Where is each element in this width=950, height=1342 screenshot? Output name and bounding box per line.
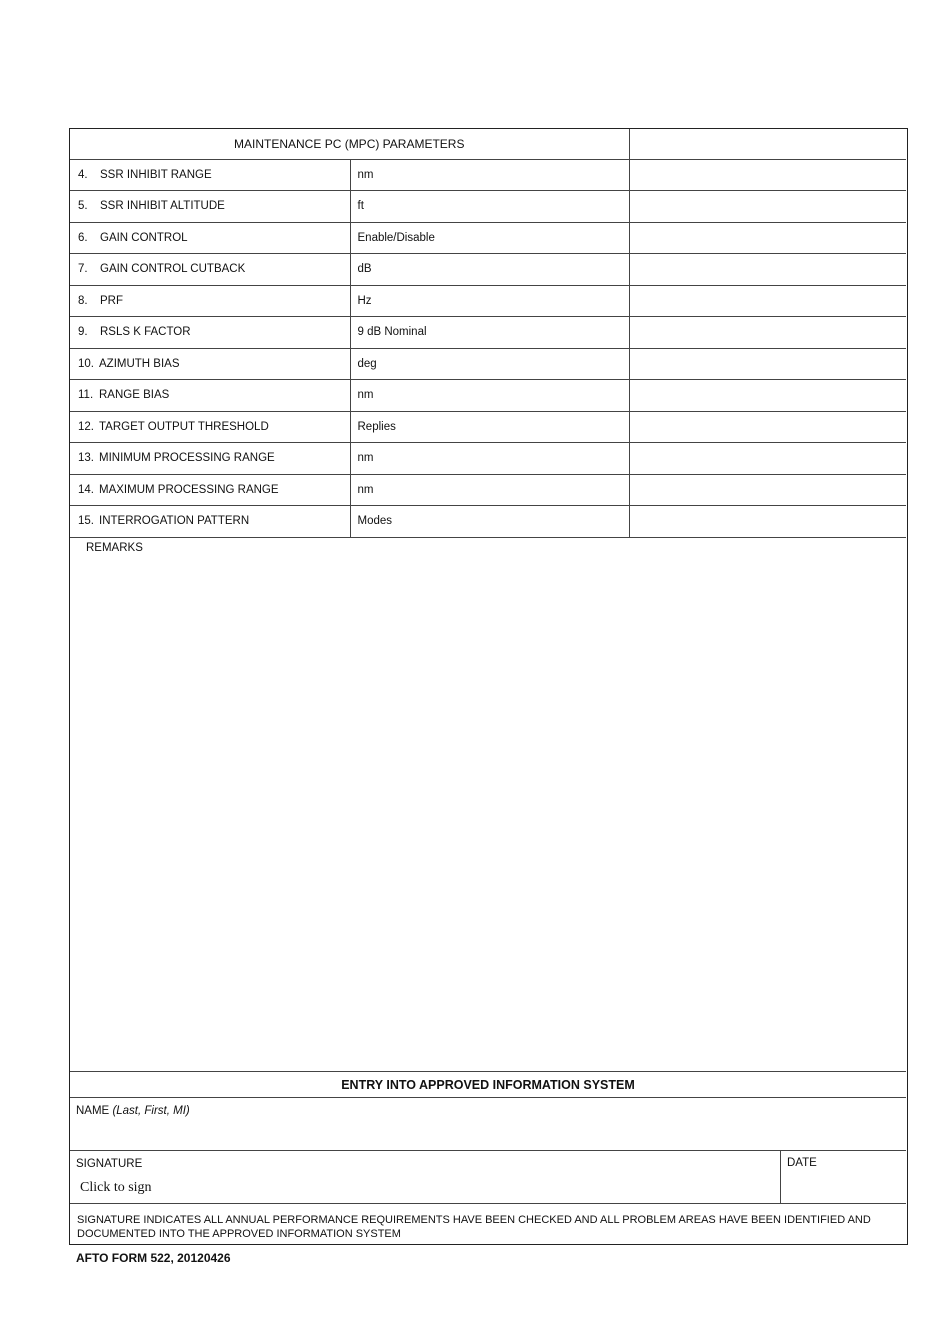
entry-section-title: ENTRY INTO APPROVED INFORMATION SYSTEM bbox=[70, 1071, 906, 1098]
parameter-label-cell bbox=[70, 506, 350, 538]
remarks-label: REMARKS bbox=[86, 542, 143, 554]
parameter-unit: 9 dB Nominal bbox=[350, 317, 629, 349]
parameter-number: 4. bbox=[78, 168, 88, 181]
parameter-number: 8. bbox=[78, 294, 88, 307]
parameter-number: 10. bbox=[78, 357, 94, 370]
parameter-unit: deg bbox=[350, 348, 629, 380]
remarks-section bbox=[70, 536, 906, 1071]
table-row bbox=[70, 254, 906, 286]
signature-label: SIGNATURE bbox=[76, 1158, 143, 1170]
parameter-entry-cell bbox=[629, 254, 906, 286]
name-field-block bbox=[70, 1098, 906, 1151]
table-row bbox=[70, 317, 906, 349]
table-title: MAINTENANCE PC (MPC) PARAMETERS bbox=[70, 129, 629, 159]
parameter-name: PRF bbox=[100, 294, 123, 307]
table-row bbox=[70, 159, 906, 191]
parameter-unit: dB bbox=[350, 254, 629, 286]
parameter-entry-cell bbox=[629, 159, 906, 191]
parameter-entry-cell bbox=[629, 317, 906, 349]
parameter-entry-cell bbox=[629, 191, 906, 223]
parameter-value-input[interactable] bbox=[630, 475, 907, 506]
parameter-number: 9. bbox=[78, 326, 88, 339]
parameter-number: 11. bbox=[78, 389, 94, 402]
table-row bbox=[70, 380, 906, 412]
parameter-entry-cell bbox=[629, 285, 906, 317]
form-identifier: AFTO FORM 522, 20120426 bbox=[76, 1251, 231, 1265]
remarks-input[interactable] bbox=[78, 560, 900, 1064]
parameter-label-cell bbox=[70, 380, 350, 412]
table-row bbox=[70, 411, 906, 443]
parameter-value-input[interactable] bbox=[630, 412, 907, 443]
parameter-label-cell bbox=[70, 222, 350, 254]
parameter-name: RANGE BIAS bbox=[99, 389, 170, 402]
parameter-label-cell bbox=[70, 474, 350, 506]
parameter-unit: nm bbox=[350, 159, 629, 191]
table-row bbox=[70, 474, 906, 506]
form-frame bbox=[69, 128, 908, 1245]
parameter-name: AZIMUTH BIAS bbox=[99, 357, 180, 370]
parameter-unit: ft bbox=[350, 191, 629, 223]
parameter-entry-cell bbox=[629, 506, 906, 538]
parameter-unit: Replies bbox=[350, 411, 629, 443]
parameter-label-cell bbox=[70, 159, 350, 191]
parameter-label-cell bbox=[70, 191, 350, 223]
click-to-sign-button[interactable]: Click to sign bbox=[80, 1180, 152, 1195]
parameter-number: 7. bbox=[78, 263, 88, 276]
date-field-block bbox=[781, 1151, 906, 1204]
parameter-name: GAIN CONTROL bbox=[100, 231, 188, 244]
table-row bbox=[70, 506, 906, 538]
table-row bbox=[70, 222, 906, 254]
parameter-entry-cell bbox=[629, 348, 906, 380]
parameter-number: 12. bbox=[78, 420, 94, 433]
parameter-name: SSR INHIBIT RANGE bbox=[100, 168, 212, 181]
parameter-entry-cell bbox=[629, 380, 906, 412]
parameter-unit: nm bbox=[350, 443, 629, 475]
parameter-number: 5. bbox=[78, 200, 88, 213]
parameter-entry-cell bbox=[629, 222, 906, 254]
mpc-parameters-table bbox=[70, 129, 906, 538]
parameter-value-input[interactable] bbox=[630, 349, 907, 380]
parameter-number: 13. bbox=[78, 452, 94, 465]
parameter-name: MINIMUM PROCESSING RANGE bbox=[99, 452, 275, 465]
parameter-value-input[interactable] bbox=[630, 317, 907, 348]
parameter-number: 15. bbox=[78, 515, 94, 528]
parameter-name: GAIN CONTROL CUTBACK bbox=[100, 263, 246, 276]
parameter-name: INTERROGATION PATTERN bbox=[99, 515, 250, 528]
signature-statement: SIGNATURE INDICATES ALL ANNUAL PERFORMANCE REQUIREMENTS HAVE BEEN CHECKED AND ALL PROBLEM AREAS HAVE BEEN IDENTIFIED AND DOCUMENTED INTO THE APPROVED INFORMATION SYSTEM bbox=[77, 1214, 871, 1240]
parameter-value-input[interactable] bbox=[630, 506, 907, 537]
parameter-label-cell bbox=[70, 348, 350, 380]
parameter-entry-cell bbox=[629, 474, 906, 506]
parameter-label-cell bbox=[70, 411, 350, 443]
parameter-entry-cell bbox=[629, 411, 906, 443]
parameter-unit: Modes bbox=[350, 506, 629, 538]
date-label: DATE bbox=[787, 1157, 817, 1169]
parameter-name: SSR INHIBIT ALTITUDE bbox=[100, 200, 225, 213]
signature-field-block bbox=[70, 1151, 781, 1204]
parameter-number: 14. bbox=[78, 483, 94, 496]
name-label bbox=[76, 1105, 190, 1117]
parameter-unit: nm bbox=[350, 380, 629, 412]
name-label-text: NAME bbox=[76, 1105, 110, 1117]
parameter-name: MAXIMUM PROCESSING RANGE bbox=[99, 483, 279, 496]
parameter-unit: Hz bbox=[350, 285, 629, 317]
date-input[interactable] bbox=[787, 1175, 901, 1201]
parameter-value-input[interactable] bbox=[630, 223, 907, 254]
header-extra-cell bbox=[629, 129, 906, 159]
table-row bbox=[70, 348, 906, 380]
table-row bbox=[70, 191, 906, 223]
parameter-value-input[interactable] bbox=[630, 254, 907, 285]
table-row bbox=[70, 285, 906, 317]
parameter-unit: Enable/Disable bbox=[350, 222, 629, 254]
parameter-value-input[interactable] bbox=[630, 160, 907, 191]
parameter-value-input[interactable] bbox=[630, 191, 907, 222]
parameter-value-input[interactable] bbox=[630, 380, 907, 411]
parameter-label-cell bbox=[70, 443, 350, 475]
parameter-name: TARGET OUTPUT THRESHOLD bbox=[99, 420, 269, 433]
parameter-name: RSLS K FACTOR bbox=[100, 326, 191, 339]
parameter-label-cell bbox=[70, 317, 350, 349]
parameter-unit: nm bbox=[350, 474, 629, 506]
parameter-number: 6. bbox=[78, 231, 88, 244]
parameter-label-cell bbox=[70, 254, 350, 286]
table-row bbox=[70, 443, 906, 475]
parameter-label-cell bbox=[70, 285, 350, 317]
table-header-row bbox=[70, 129, 906, 159]
parameter-value-input[interactable] bbox=[630, 443, 907, 474]
parameter-entry-cell bbox=[629, 443, 906, 475]
name-input[interactable] bbox=[76, 1122, 900, 1148]
parameter-value-input[interactable] bbox=[630, 286, 907, 317]
name-label-hint: (Last, First, MI) bbox=[112, 1105, 190, 1117]
